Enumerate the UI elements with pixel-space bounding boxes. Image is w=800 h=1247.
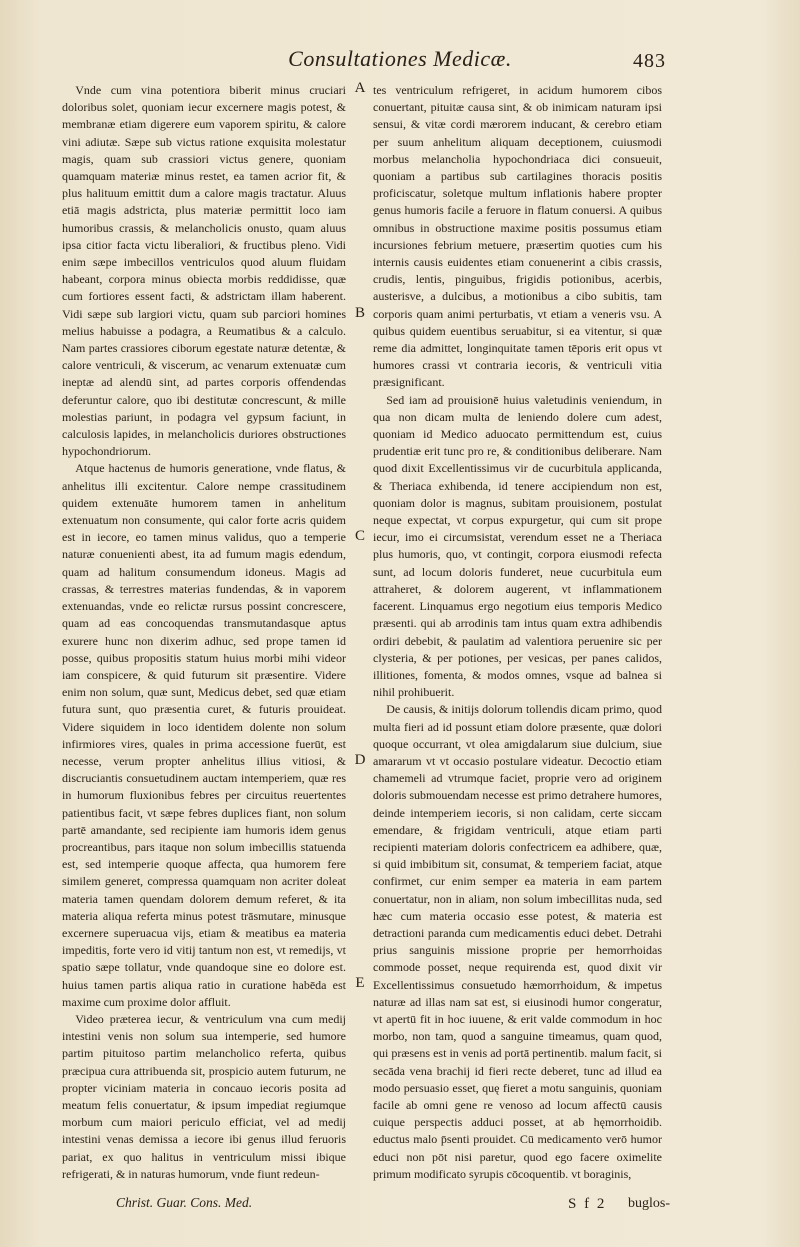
left-paragraph-1: Vnde cum vina potentiora biberit minus cruciari doloribus solet, quoniam iecur excernere magis potest, & membranæ etiam digerere eum vaporem spiritu, & calore vini adiutæ. Sæpe sub victus ratione exquisita molestatur magis, quam sub crassiori victus genere, quoniam quamquam materiæ minus restet, ea tamen acrior fit, & plus halituum emittit dum a calore magis tractatur. Aluus etiā magis adstricta, plus materiæ permittit loco iam humoribus crassis, & melancholicis onusto, quam aluus ipsa citior facta victu liberaliori, & fructibus pleno. Vidi enim sæpe imbecillos ventriculos quod aluum fluidam habeant, corpora minus obiecta morbis reddidisse, quæ cum fortiores essent facti, & adstrictam illam haberent. Vidi sæpe sub largiori victu, quam sub parciori homines melius habuisse a podagra, a Reumatibus & a calculo. Nam partes crassiores ciborum egestate naturæ detentæ, & calore ventriculi, & viscerum, ac venarum extenuatæ cum ineptæ ad alendū sint, ad partes corporis offendendas deferuntur calore, quo ibi destitutæ concrescunt, & mille molestias pariunt, in podagra vel gypsum faciunt, in calculosis lapides, in melancholicis duriores obstructiones hypochondriorum. <box>62 83 346 459</box>
right-column <box>373 82 662 1183</box>
right-paragraph-1: tes ventriculum refrigeret, in acidum humorem cibos conuertant, pituitæ causa sint, & ob inimicam naturam ipsi sensui, & vitæ cordi mærorem inducant, & cerebro etiam per suum anhelitum aliquam deceptionem, cuiusmodi morbus melancholia hypochondriaca dici consueuit, quoniam a partibus sub cartilagines thoracis positis proficiscatur, soletque multum inflationis habere propter genus humoris facile a feruore in flatum conuersi. A quibus omnibus in obstructione maxime positis possumus etiam incursiones febrium metuere, præsertim quoties cum his internis causis euidentes etiam conuenerint a cibis crassis, crudis, lentis, pinguibus, frigidis potionibus, acerbis, austerisve, a dulcibus, a motionibus a cibo subitis, tam corporis quam animi perturbatis, vt etiam a veneris vsu. A quibus quidem euentibus seruabitur, si ea vitentur, si quæ reme dia admittet, longinquitate tamen tēporis erit opus vt humores crassi vt contraria iecoris, & ventriculi vitia præsignificant. <box>373 83 662 390</box>
signature-mark: S f 2 <box>568 1196 607 1212</box>
margin-marker-c: C <box>354 528 365 544</box>
margin-marker-a: A <box>354 80 366 96</box>
left-column <box>62 82 346 1183</box>
margin-marker-e: E <box>355 975 365 991</box>
right-paragraph-3: De causis, & initijs dolorum tollendis dicam primo, quod multa fieri ad id possunt etiam dolore præsente, quæ dolori quoque occurrant, vt olea amigdalarum siue dulcium, siue amararum vt vt occasio postulare videatur. Decoctio etiam chamemeli ad vtrumque faciet, proprie vero ad originem doloris submouendam necesse est primo detrahere humores, deinde intemperiem iecoris, si non calidam, certe siccam emendare, & frigidam ventriculi, atque etiam parti recipienti materiam doloris confectricem ea adhibere, quæ, si quid imbibitum sit, consumat, & temperiem faciat, atque confirmet, cur enim semper ea materia in eam partem conuertatur, non in aliam, non solum imbecillitas nuda, sed hæc cum materia occasio esse potest, & materia est detractioni paranda cum medicamentis educi debet. Detrahi prius sanguinis missione proprie per hemorrhoidas commode posset, neque requirenda est, quod dixit vir Excellentissimus consuetudo hæmorrhoidum, & impetus naturæ ad illas nam sat est, si eiusinodi humor congeratur, vt apertū fit in hoc iuuene, & erit valde commodum in hoc morbo, non tam, quod a sanguine timeamus, quam quod, qui præsens est in venis ad portā pertinentib. malum facit, si secāda vena brachij id fieri recte deberet, tunc ad illud ea modo persuasio esset, quę fieret a motu sanguinis, quoniam facile ab omni gene re venoso ad locum affectū causis cuique perspectis adduci posset, at ab hęmorrhoidib. eductus malo p̄senti prouidet. Cū medicamento verō humor educi non pōt nisi paretur, quod ego facere oximelite primum modificato syrupis cōcoquentib. vt boraginis, <box>373 702 662 1181</box>
left-paragraph-3: Video præterea iecur, & ventriculum vna cum medij intestini venis non solum sua intemperie, sed humore partim pituitoso partim melancholico referta, quibus præcipua cura attribuenda sit, prospicio autem futurum, ne propter viciniam materia in concauo iecoris posita ad meatum felis conuertatur, & ipsum impediat regiumque morbum cum maiori periculo efficiat, vel ad medij intestini venas demissa a iecore ibi genus illud feruoris pariat, ex quo halitus in ventriculum missi ibique refrigerati, & in naturas humorum, vnde fiunt redeun- <box>62 1011 346 1181</box>
left-paragraph-2: Atque hactenus de humoris generatione, vnde flatus, & anhelitus illi excitentur. Calore nempe crassitudinem quidem extenuāte humorem tamen in anhelitum extenuatum non consumente, qui calor forte acris quidem est in iecore, eo tamen minus validus, quo a temperie naturæ conuenienti abest, ita ad fumum magis edendum, quam ad halitum consumendum idoneus. Magis ad crassas, & terrestres materias fundendas, & in vaporem extenuandas, vnde eo relictæ rursus possint concrescere, quam ad eas concoquendas transmutandasque aptus exurere hunc non dixerim adhuc, sed prope tamen id posse, quibus propositis statum huius morbi mihi videor iam conspicere, & quid futurum sit præsentire. Videre enim non solum, quæ sunt, Medicus debet, sed quæ etiam futura sunt, quo præsentia curet, & futuris prouideat. Videre siquidem in loco identidem dolente non solum infirmiores vires, quales in prima accessione fuerūt, est necesse, verum propter anhelitus illius vitiosi, & discruciantis consuetudinem auctam intemperiem, quæ res in humorum fluxionibus febres per circuitus reuertentes patientibus facit, vt sæpe febres duplices fiant, non solum partē amandante, sed recipiente iam humoris idem genus procreantibus, pars itaque non solum imbecillis statuenda est, sed intemperie quoque affecta, qua humorem fere similem generet, compressa quamquam non acriter doleat materia tamen quendam dolorem demum referet, & ita materia aliqua referta minus potest trāsmutare, minusque excernere superuacua vijs, etiam & meatibus ea materia impeditis, forte vero id vitij tantum non est, vt remedijs, vt spatio sæpe tollatur, vnde quandoque sine eo dolore est. huius tamen partis aliqua ratio in curatione habēda est maxime cum proxime dolor affluit. <box>62 461 346 1009</box>
margin-marker-d: D <box>354 752 366 768</box>
margin-marker-b: B <box>354 305 365 321</box>
printer-imprint: Christ. Guar. Cons. Med. <box>116 1195 253 1210</box>
right-paragraph-2: Sed iam ad prouisionē huius valetudinis veniendum, in qua non dicam multa de leniendo dolere cum adest, quoniam id Medico aduocato permittendum est, cuius prudentiæ erit tunc pro re, & conditionibus deliberare. Nam quod dixit Excellentissimus vir de cucurbitula applicanda, & Theriaca exhibenda, id tenere accipiendum non est, quoniam dolor is magnus, subitam prouisionem, postulat neque expectat, vt corpus expurgetur, qui cum sit prope iecur, imo ei circumsistat, verendum esset ne a Theriaca plus humoris, quo, vt contingit, corpora eiusmodi refecta sunt, ad locum doloris funderet, neue cucurbitula eum attraheret, & dolorem augerent, vt inflammationem facerent. Linquamus ergo negotium eius temporis Medico præsenti. qui ab arrodinis tam intus quam extra adhibendis ordiri debebit, & paulatim ad valentiora peruenire sic per clysteria, & per potiones, per vesicas, per panes calidos, illitiones, fomenta, & modos omnes, vsque ad balnea si nihil prohibuerit. <box>373 392 662 700</box>
catchword: buglos- <box>628 1196 670 1211</box>
running-title: Consultationes Medicæ. <box>288 46 512 71</box>
page-number: 483 <box>633 50 666 72</box>
